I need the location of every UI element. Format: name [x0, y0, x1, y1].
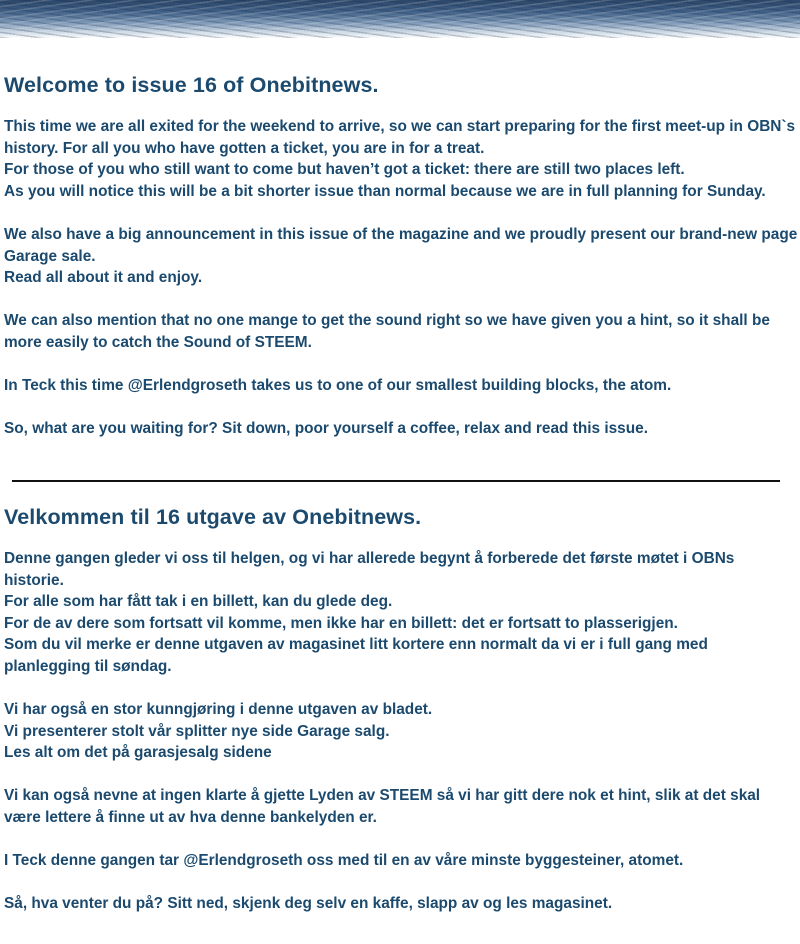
paragraph-line: For alle som har fått tak i en billett, kan du glede deg. [4, 593, 393, 611]
paragraph-line: I Teck denne gangen tar @Erlendgroseth oss med til en av våre minste byggesteiner, atomet. [4, 852, 684, 870]
paragraph-line: We also have a big announcement in this issue of the magazine and we proudly present our brand-new page Garage sale. [4, 225, 798, 265]
paragraph-line: So, what are you waiting for? Sit down, poor yourself a coffee, relax and read this issue. [4, 420, 648, 438]
paragraph-line: For those of you who still want to come but haven’t got a ticket: there are still two places left. [4, 161, 685, 179]
norwegian-paragraph-4 [4, 850, 798, 872]
paragraph-line: This time we are all exited for the weekend to arrive, so we can start preparing for the first meet-up in OBN`s history. For all you who have gotten a ticket, you are in for a treat. [4, 118, 796, 157]
paragraph-line: In Teck this time @Erlendgroseth takes us to one of our smallest building blocks, the atom. [4, 377, 672, 395]
ocean-header-banner [0, 0, 800, 38]
paragraph-line: Vi kan også nevne at ingen klarte å gjette Lyden av STEEM så vi har gitt dere nok et hint, slik at det skal være lettere å finne ut av hva denne bankelyden er. [4, 787, 761, 827]
norwegian-title: Velkommen til 16 utgave av Onebitnews. [4, 504, 422, 529]
article-body [4, 70, 798, 915]
paragraph-line: Denne gangen gleder vi oss til helgen, og vi har allerede begynt å forberede det første møtet i OBNs historie. [4, 549, 735, 589]
paragraph-line: For de av dere som fortsatt vil komme, men ikke har en billett: det er fortsatt to plasserigjen. [4, 614, 678, 632]
norwegian-paragraph-5 [4, 893, 798, 915]
paragraph-line: As you will notice this will be a bit shorter issue than normal because we are in full planning for Sunday. [4, 182, 766, 200]
paragraph-line: Read all about it and enjoy. [4, 269, 203, 287]
norwegian-paragraph-1 [4, 548, 798, 678]
paragraph-line: Så, hva venter du på? Sitt ned, skjenk deg selv en kaffe, slapp av og les magasinet. [4, 895, 613, 913]
paragraph-line: Som du vil merke er denne utgaven av magasinet litt kortere enn normalt da vi er i full gang med planlegging til søndag. [4, 636, 708, 675]
english-paragraph-4 [4, 375, 798, 397]
paragraph-line: Vi har også en stor kunngjøring i denne utgaven av bladet. [4, 701, 433, 719]
norwegian-paragraph-3 [4, 785, 798, 828]
paragraph-line: Les alt om det på garasjesalg sidene [4, 744, 272, 762]
paragraph-line: We can also mention that no one mange to get the sound right so we have given you a hint, so it shall be more easily to catch the Sound of STEEM. [4, 312, 770, 351]
english-title: Welcome to issue 16 of Onebitnews. [4, 73, 379, 97]
english-paragraph-1 [4, 116, 798, 202]
english-paragraph-3 [4, 310, 798, 353]
english-paragraph-5 [4, 418, 798, 440]
norwegian-paragraph-2 [4, 699, 798, 764]
english-paragraph-2 [4, 224, 798, 289]
paragraph-line: Vi presenterer stolt vår splitter nye side Garage salg. [4, 722, 390, 740]
